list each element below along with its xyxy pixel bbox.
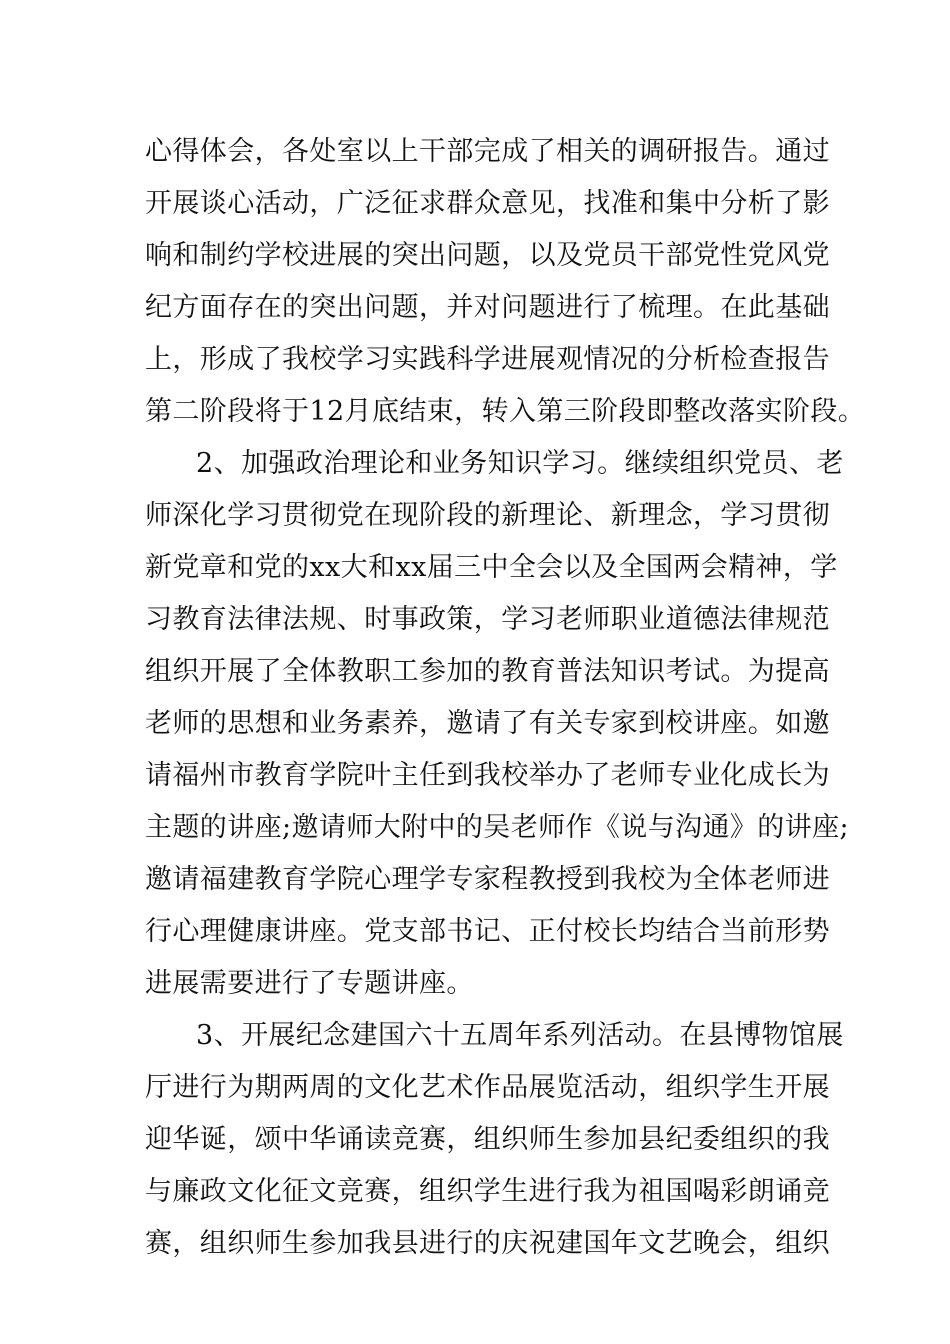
paragraph-first-line: 2、加强政治理论和业务知识学习。继续组织党员、老 (196, 448, 844, 479)
text-line: 开展谈心活动，广泛征求群众意见，找准和集中分析了影 (145, 188, 830, 219)
text-line: 上，形成了我校学习实践科学进展观情况的分析检查报告 (145, 344, 830, 375)
text-line: 行心理健康讲座。党支部书记、正付校长均结合当前形势 (145, 916, 830, 947)
text-line: 迎华诞，颂中华诵读竞赛，组织师生参加县纪委组织的我 (145, 1124, 830, 1155)
text-line: 赛，组织师生参加我县进行的庆祝建国年文艺晚会，组织 (145, 1228, 830, 1259)
text-line: 厅进行为期两周的文化艺术作品展览活动，组织学生开展 (145, 1072, 830, 1103)
text-line: 进展需要进行了专题讲座。 (145, 968, 474, 999)
text-line: 与廉政文化征文竞赛，组织学生进行我为祖国喝彩朗诵竞 (145, 1176, 830, 1207)
text-line: 组织开展了全体教职工参加的教育普法知识考试。为提高 (145, 656, 830, 687)
text-line: 第二阶段将于12月底结束，转入第三阶段即整改落实阶段。 (145, 396, 866, 427)
text-line: 心得体会，各处室以上干部完成了相关的调研报告。通过 (145, 136, 830, 167)
text-line: 老师的思想和业务素养，邀请了有关专家到校讲座。如邀 (145, 708, 830, 739)
text-line: 习教育法律法规、时事政策，学习老师职业道德法律规范 (145, 604, 830, 635)
text-line: 邀请福建教育学院心理学专家程教授到我校为全体老师进 (145, 864, 830, 895)
text-line: 响和制约学校进展的突出问题，以及党员干部党性党风党 (145, 240, 830, 271)
text-line: 新党章和党的xx大和xx届三中全会以及全国两会精神，学 (145, 552, 838, 583)
text-line: 主题的讲座;邀请师大附中的吴老师作《说与沟通》的讲座; (145, 812, 849, 843)
text-line: 纪方面存在的突出问题，并对问题进行了梳理。在此基础 (145, 292, 830, 323)
text-line: 师深化学习贯彻党在现阶段的新理论、新理念，学习贯彻 (145, 500, 830, 531)
paragraph-first-line: 3、开展纪念建国六十五周年系列活动。在县博物馆展 (196, 1020, 844, 1051)
text-line: 请福州市教育学院叶主任到我校举办了老师专业化成长为 (145, 760, 830, 791)
